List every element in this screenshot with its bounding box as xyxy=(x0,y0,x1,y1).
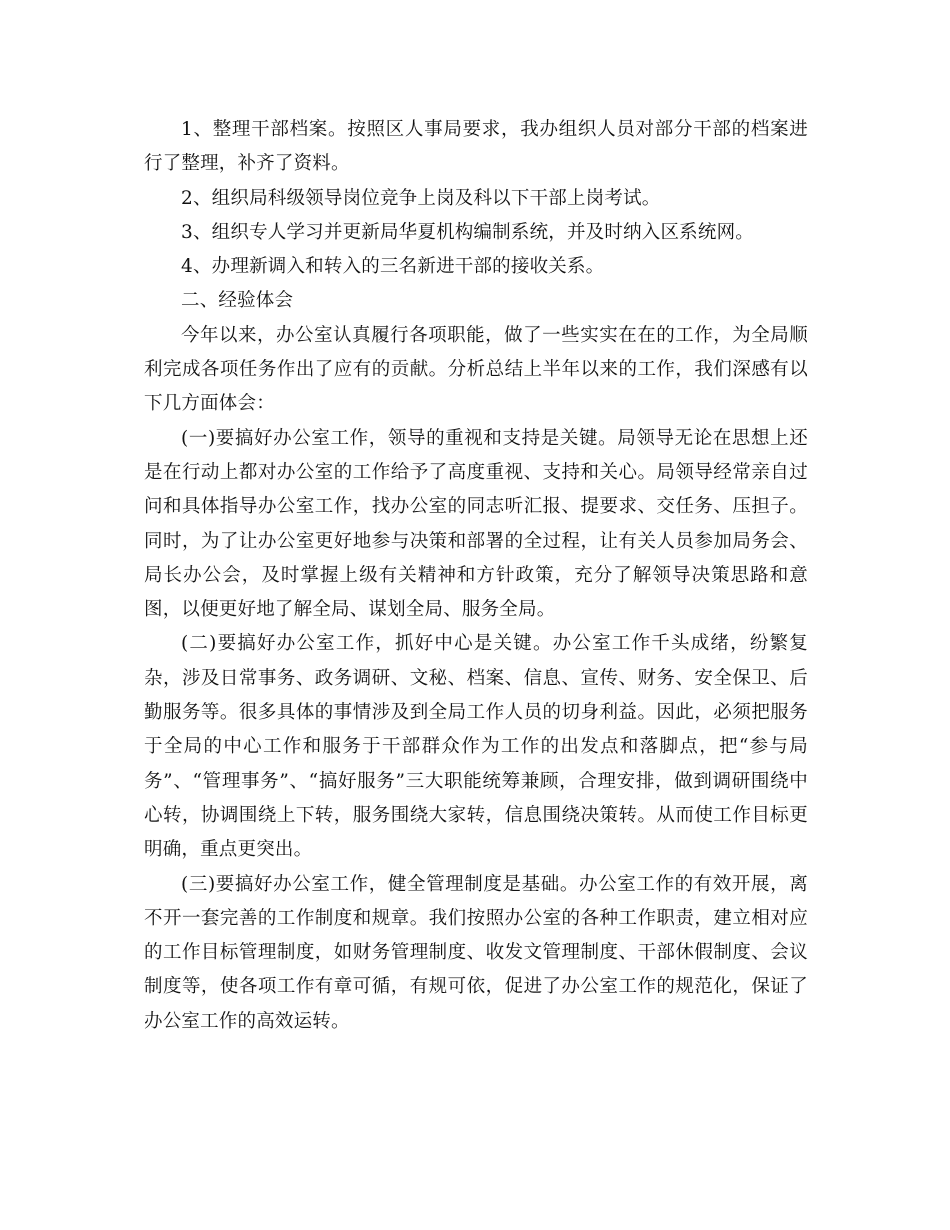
paragraph-item-3-system: 3、组织专人学习并更新局华夏机构编制系统，并及时纳入区系统网。 xyxy=(181,221,754,243)
document-page xyxy=(144,113,808,1039)
section-heading-experience: 二、经验体会 xyxy=(181,290,294,312)
paragraph-point-three: (三)要搞好办公室工作，健全管理制度是基础。办公室工作的有效开展，离不开一套完善的工作制度和规章。我们按照办公室的各种工作职责，建立相对应的工作目标管理制度，如财务管理制度、收发文管理制度、干部休假制度、会议制度等，使各项工作有章可循，有规可依，促进了办公室工作的规范化，保证了办公室工作的高效运转。 xyxy=(144,873,808,1032)
paragraph-item-1-archives: 1、整理干部档案。按照区人事局要求，我办组织人员对部分干部的档案进行了整理，补齐了资料。 xyxy=(144,119,808,175)
paragraph-point-one: (一)要搞好办公室工作，领导的重视和支持是关键。局领导无论在思想上还是在行动上都对办公室的工作给予了高度重视、支持和关心。局领导经常亲自过问和具体指导办公室工作，找办公室的同志听汇报、提要求、交任务、压担子。同时，为了让办公室更好地参与决策和部署的全过程，让有关人员参加局务会、局长办公会，及时掌握上级有关精神和方针政策，充分了解领导决策思路和意图，以便更好地了解全局、谋划全局、服务全局。 xyxy=(144,427,808,621)
paragraph-item-4-transfer: 4、办理新调入和转入的三名新进干部的接收关系。 xyxy=(181,256,605,278)
paragraph-point-two: (二)要搞好办公室工作，抓好中心是关键。办公室工作千头成绪，纷繁复杂，涉及日常事务、政务调研、文秘、档案、信息、宣传、财务、安全保卫、后勤服务等。很多具体的事情涉及到全局工作人员的切身利益。因此，必须把服务于全局的中心工作和服务于干部群众作为工作的出发点和落脚点，把“参与局务”、“管理事务”、“搞好服务”三大职能统筹兼顾，合理安排，做到调研围绕中心转，协调围绕上下转，服务围绕大家转，信息围绕决策转。从而使工作目标更明确，重点更突出。 xyxy=(144,633,808,861)
paragraph-intro: 今年以来，办公室认真履行各项职能，做了一些实实在在的工作，为全局顺利完成各项任务作出了应有的贡献。分析总结上半年以来的工作，我们深感有以下几方面体会： xyxy=(144,324,808,415)
paragraph-item-2-exams: 2、组织局科级领导岗位竞争上岗及科以下干部上岗考试。 xyxy=(181,187,661,209)
